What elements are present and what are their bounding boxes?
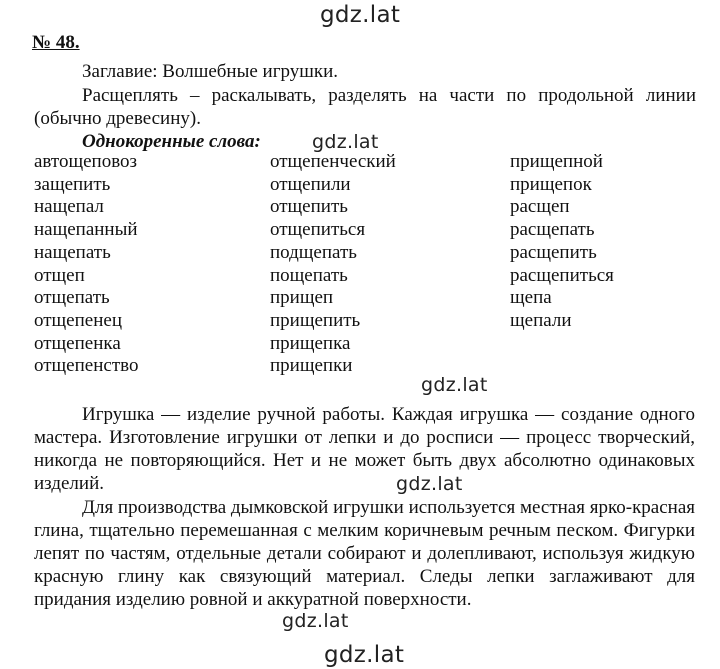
paragraph-2: Для производства дымковской игрушки используется местная ярко-красная глина, тщательно перемешанная с мелким коричневым речным песком. Фигурки лепят по частям, отдельные детали собирают и долепливают, используя жидкую красную глину как связующий материал. Следы лепки заглаживают для придания изделию ровной и аккуратной поверхности. xyxy=(34,497,696,610)
word: прищепка xyxy=(270,332,351,354)
word: расщепить xyxy=(510,241,597,263)
watermark: gdz.lat xyxy=(312,131,379,153)
word-column-1 xyxy=(34,151,138,378)
word: прищепной xyxy=(510,151,603,172)
definition-line: (обычно древесину). xyxy=(34,108,201,129)
word: автощеповоз xyxy=(34,151,138,172)
watermark: gdz.lat xyxy=(421,374,488,396)
word: прищепить xyxy=(270,309,361,331)
word: отщепенство xyxy=(34,355,139,377)
word: щепали xyxy=(510,309,572,331)
word: щепа xyxy=(510,287,552,309)
cognates-heading: Однокоренные слова: xyxy=(82,131,261,152)
watermark: gdz.lat xyxy=(282,610,349,632)
word: нащепать xyxy=(34,241,111,263)
exercise-number: № 48. xyxy=(32,32,80,53)
word: прищепки xyxy=(270,355,353,377)
word: нащепанный xyxy=(34,219,138,241)
word: расщеп xyxy=(510,196,570,218)
word: отщепенка xyxy=(34,332,121,354)
paragraph-1: Игрушка — изделие ручной работы. Каждая игрушка — создание одного мастера. Изготовление игрушки от лепки и до росписи — процесс творческий, никогда не повторяющийся. Нет и не может быть двух абсолютно одинаковых изделий. xyxy=(34,404,695,494)
definition-line: Расщеплять – раскалывать, разделять на части по продольной линии xyxy=(82,85,696,106)
word: отщепенец xyxy=(34,309,122,331)
word: отщепать xyxy=(34,287,110,309)
word: нащепал xyxy=(34,196,104,218)
word: подщепать xyxy=(270,241,357,263)
title-line: Заглавие: Волшебные игрушки. xyxy=(82,61,339,82)
word: расщепиться xyxy=(510,264,614,286)
word: отщепиться xyxy=(270,219,366,241)
word: пощепать xyxy=(270,264,348,286)
word: отщепить xyxy=(270,196,348,218)
word-column-3 xyxy=(510,151,614,333)
word: защепить xyxy=(34,173,111,195)
word-column-2 xyxy=(270,151,396,378)
word: отщепенческий xyxy=(270,151,396,172)
word: прищепок xyxy=(510,173,592,195)
word: расщепать xyxy=(510,219,595,241)
word: прищеп xyxy=(270,287,334,309)
word: отщепили xyxy=(270,173,351,195)
watermark: gdz.lat xyxy=(324,642,405,668)
watermark: gdz.lat xyxy=(320,2,401,28)
watermark: gdz.lat xyxy=(396,473,463,495)
word: отщеп xyxy=(34,264,85,286)
